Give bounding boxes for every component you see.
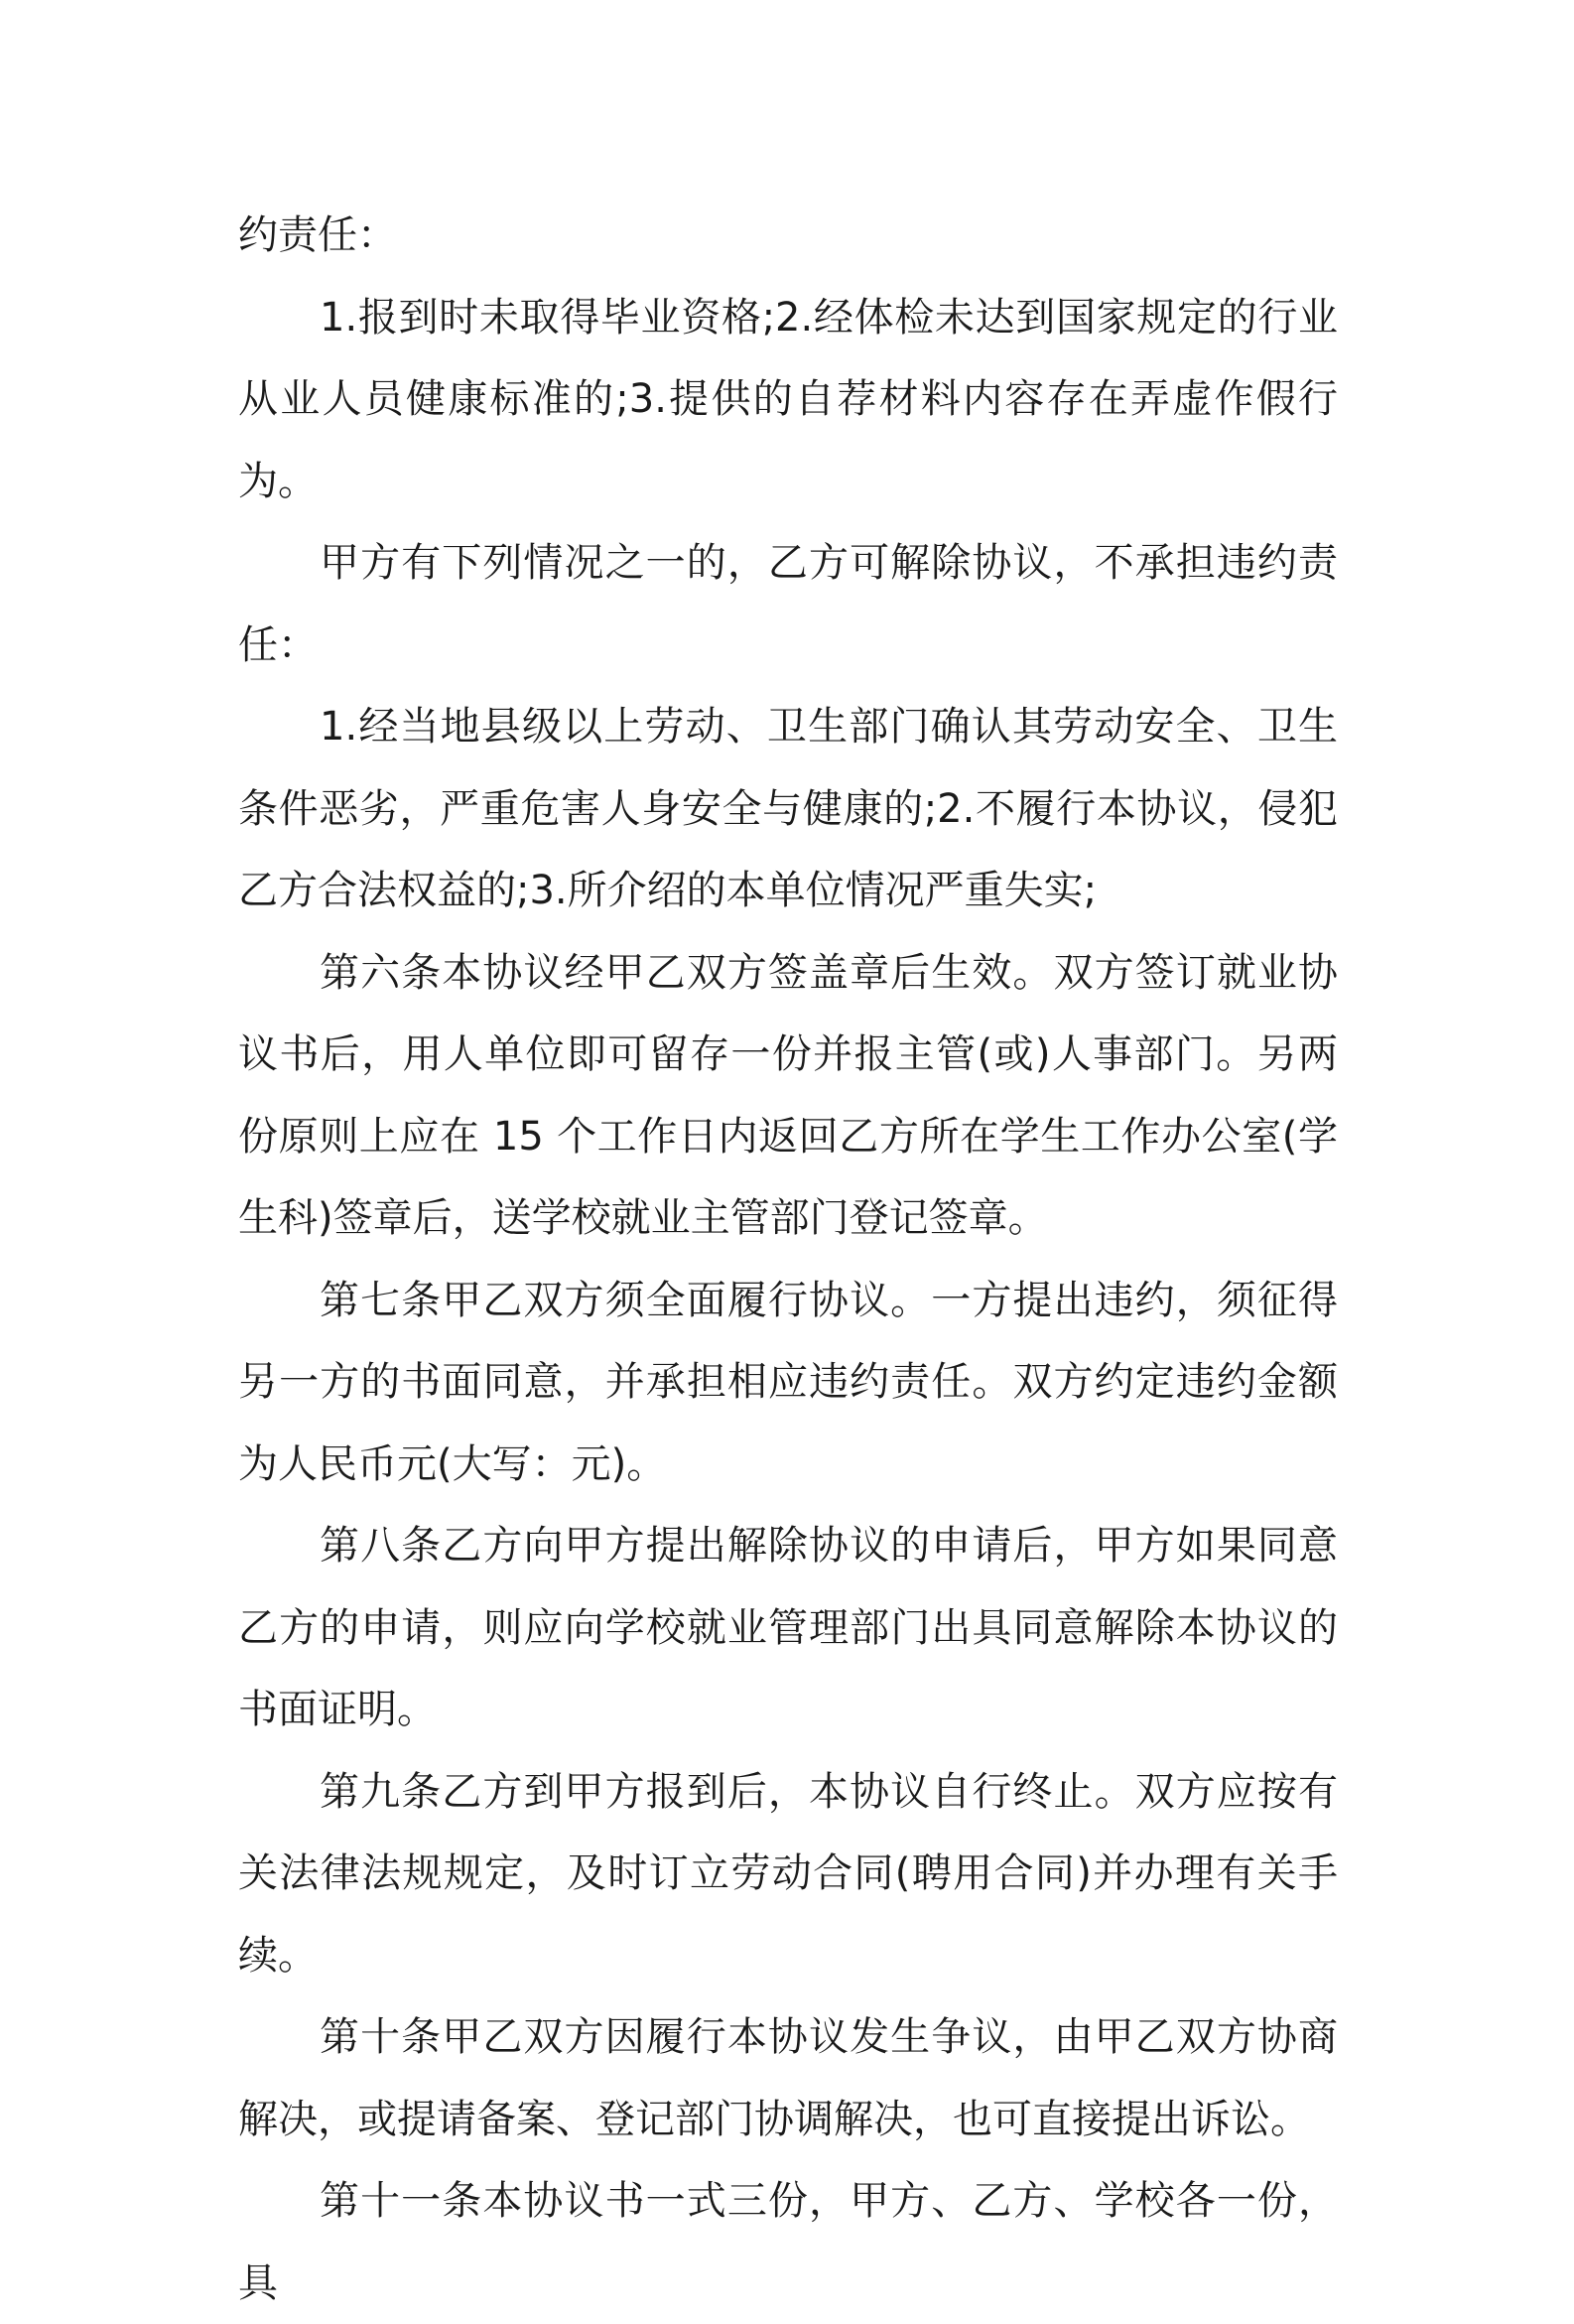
document-body (238, 195, 1338, 2324)
paragraph-party-a-termination: 甲方有下列情况之一的，乙方可解除协议，不承担违约责任： (238, 540, 1338, 668)
paragraph-article-10: 第十条甲乙双方因履行本协议发生争议，由甲乙双方协商解决，或提请备案、登记部门协调解决，也可直接提出诉讼。 (238, 2014, 1338, 2142)
paragraph-party-a-conditions: 1.经当地县级以上劳动、卫生部门确认其劳动安全、卫生条件恶劣，严重危害人身安全与健康的;2.不履行本协议，侵犯乙方合法权益的;3.所介绍的本单位情况严重失实; (238, 704, 1338, 913)
paragraph-party-b-conditions: 1.报到时未取得毕业资格;2.经体检未达到国家规定的行业从业人员健康标准的;3.提供的自荐材料内容存在弄虚作假行为。 (238, 294, 1338, 504)
paragraph-liability-continuation: 约责任： (238, 212, 397, 258)
paragraph-article-7: 第七条甲乙双方须全面履行协议。一方提出违约，须征得另一方的书面同意，并承担相应违约责任。双方约定违约金额为人民币元(大写：元)。 (238, 1277, 1338, 1487)
paragraph-article-8: 第八条乙方向甲方提出解除协议的申请后，甲方如果同意乙方的申请，则应向学校就业管理部门出具同意解除本协议的书面证明。 (238, 1523, 1338, 1732)
paragraph-article-6: 第六条本协议经甲乙双方签盖章后生效。双方签订就业协议书后，用人单位即可留存一份并报主管(或)人事部门。另两份原则上应在 15 个工作日内返回乙方所在学生工作办公室(学生科)签章后，送学校就业主管部门登记签章。 (238, 949, 1338, 1241)
paragraph-article-9: 第九条乙方到甲方报到后，本协议自行终止。双方应按有关法律法规规定，及时订立劳动合同(聘用合同)并办理有关手续。 (238, 1768, 1338, 1979)
paragraph-article-11: 第十一条本协议书一式三份，甲方、乙方、学校各一份，具 (238, 2178, 1338, 2306)
